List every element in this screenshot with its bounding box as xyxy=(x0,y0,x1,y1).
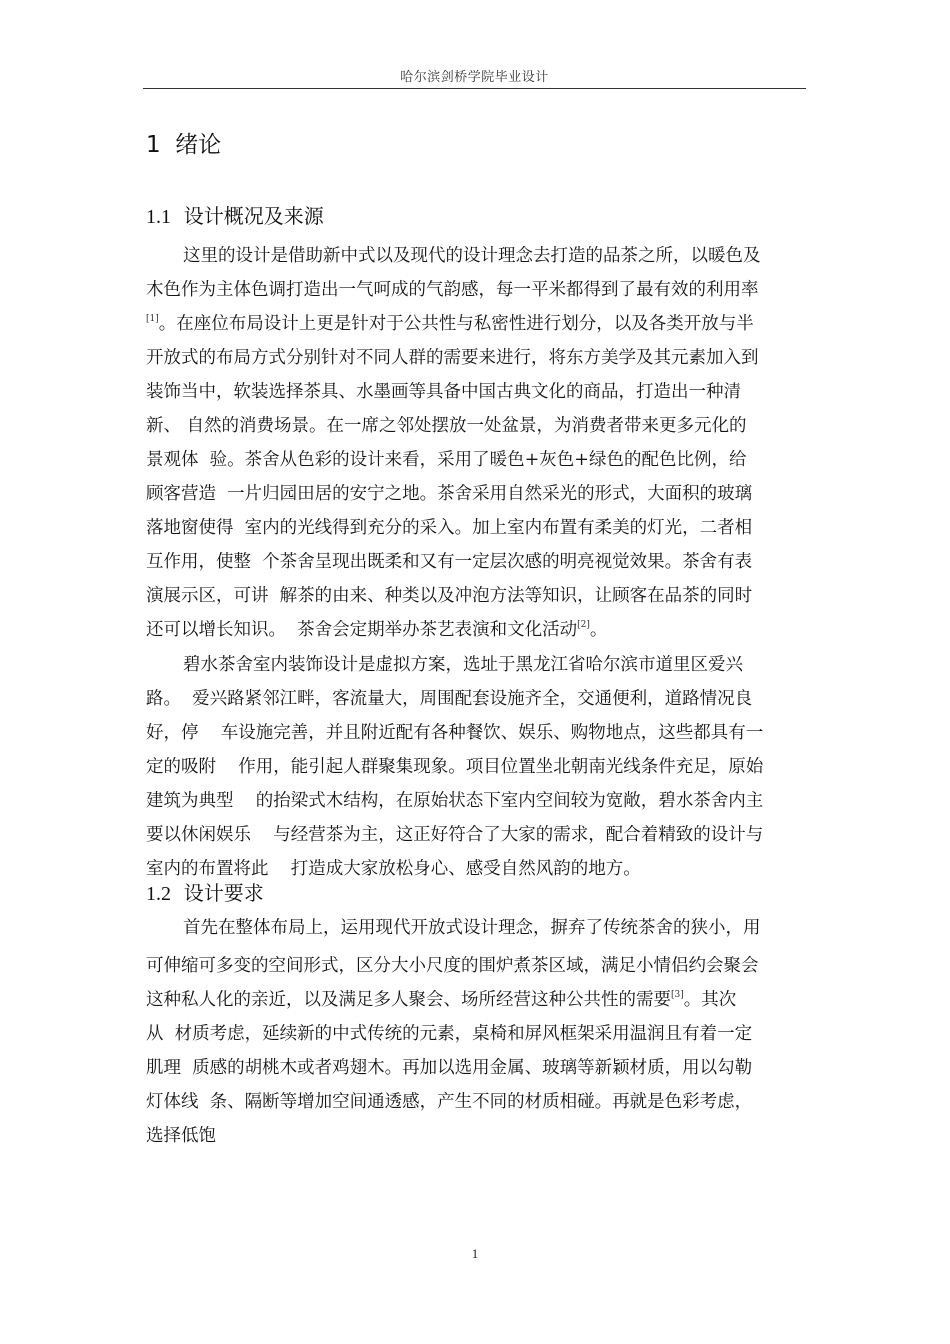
text-line xyxy=(146,988,822,1012)
text-line: 顾客营造 一片归园田居的安宁之地。茶舍采用自然采光的形式，大面积的玻璃 xyxy=(146,484,753,504)
citation[interactable]: [2] xyxy=(577,620,590,630)
text-fragment: 这种私人化的亲近，以及满足多人聚会、场所经营这种公共性的需要 xyxy=(146,990,671,1010)
chapter-heading xyxy=(146,126,221,159)
text-line: 新、 自然的消费场景。在一席之邻处摆放一处盆景，为消费者带来更多元化的 xyxy=(146,416,747,436)
text-line: 室内的布置将此 打造成大家放松身心、感受自然风韵的地方。 xyxy=(146,859,641,879)
text-line: 木色作为主体色调打造出一气呵成的气韵感，每一平米都得到了最有效的利用率 xyxy=(146,280,759,300)
text-fragment: 。其次 xyxy=(683,990,737,1010)
text-line: 建筑为典型 的抬梁式木结构，在原始状态下室内空间较为宽敞，碧水茶舍内主 xyxy=(146,791,764,811)
text-line: 开放式的布局方式分别针对不同人群的需要来进行，将东方美学及其元素加入到 xyxy=(146,348,759,368)
text-line: 定的吸附 作用，能引起人群聚集现象。项目位置坐北朝南光线条件充足，原始 xyxy=(146,757,764,777)
chapter-title: 绪论 xyxy=(175,132,222,158)
text-line: 选择低饱 xyxy=(146,1126,216,1146)
text-line xyxy=(146,618,822,642)
text-line: 好，停 车设施完善，并且附近配有各种餐饮、娱乐、购物地点，这些都具有一 xyxy=(146,723,764,743)
section-heading-1-1 xyxy=(146,200,324,229)
text-line: 互作用，使整 个茶舍呈现出既柔和又有一定层次感的明亮视觉效果。茶舍有表 xyxy=(146,552,753,572)
text-fragment: 。 xyxy=(589,620,608,640)
text-line: 落地窗使得 室内的光线得到充分的采入。加上室内布置有柔美的灯光，二者相 xyxy=(146,518,753,538)
section-title: 设计概况及来源 xyxy=(183,204,324,228)
citation[interactable]: [3] xyxy=(671,990,684,1000)
text-line: 这里的设计是借助新中式以及现代的设计理念去打造的品茶之所，以暖色及 xyxy=(183,246,761,266)
text-line: 装饰当中，软装选择茶具、水墨画等具备中国古典文化的商品，打造出一种清 xyxy=(146,382,741,402)
text-line: 从 材质考虑，延续新的中式传统的元素，桌椅和屏风框架采用温润且有着一定 xyxy=(146,1024,753,1044)
page-number: 1 xyxy=(471,1246,479,1261)
text-line: 路。 爱兴路紧邻江畔，客流量大，周围配套设施齐全，交通便利，道路情况良 xyxy=(146,689,753,709)
text-line: 可伸缩可多变的空间形式，区分大小尺度的围炉煮茶区域，满足小情侣约会聚会 xyxy=(146,956,759,976)
section-heading-1-2 xyxy=(146,877,264,906)
citation[interactable]: [1] xyxy=(146,314,159,324)
text-line: 灯体线 条、隔断等增加空间通透感，产生不同的材质相碰。再就是色彩考虑， xyxy=(146,1092,753,1112)
section-number: 1.1 xyxy=(146,206,171,228)
text-fragment: 。在座位布局设计上更是针对于公共性与私密性进行划分，以及各类开放与半 xyxy=(158,314,754,334)
text-line: 首先在整体布局上，运用现代开放式设计理念，摒弃了传统茶舍的狭小，用 xyxy=(183,918,761,938)
text-line: 景观体 验。茶舍从色彩的设计来看，采用了暖色+灰色+绿色的配色比例，给 xyxy=(146,450,747,470)
text-fragment: 还可以增长知识。 茶舍会定期举办茶艺表演和文化活动 xyxy=(146,620,578,640)
chapter-number: 1 xyxy=(146,132,161,158)
running-header: 哈尔滨剑桥学院毕业设计 xyxy=(400,70,549,85)
section-number: 1.2 xyxy=(146,883,171,905)
text-line xyxy=(146,312,822,336)
text-line: 肌理 质感的胡桃木或者鸡翅木。再加以选用金属、玻璃等新颖材质，用以勾勒 xyxy=(146,1058,753,1078)
text-line: 演展示区，可讲 解茶的由来、种类以及冲泡方法等知识，让顾客在品茶的同时 xyxy=(146,586,753,606)
header-divider xyxy=(143,88,806,89)
text-line: 要以休闲娱乐 与经营茶为主，这正好符合了大家的需求，配合着精致的设计与 xyxy=(146,825,764,845)
text-line: 碧水茶舍室内装饰设计是虚拟方案，选址于黑龙江省哈尔滨市道里区爱兴 xyxy=(183,655,743,675)
section-title: 设计要求 xyxy=(183,881,264,905)
